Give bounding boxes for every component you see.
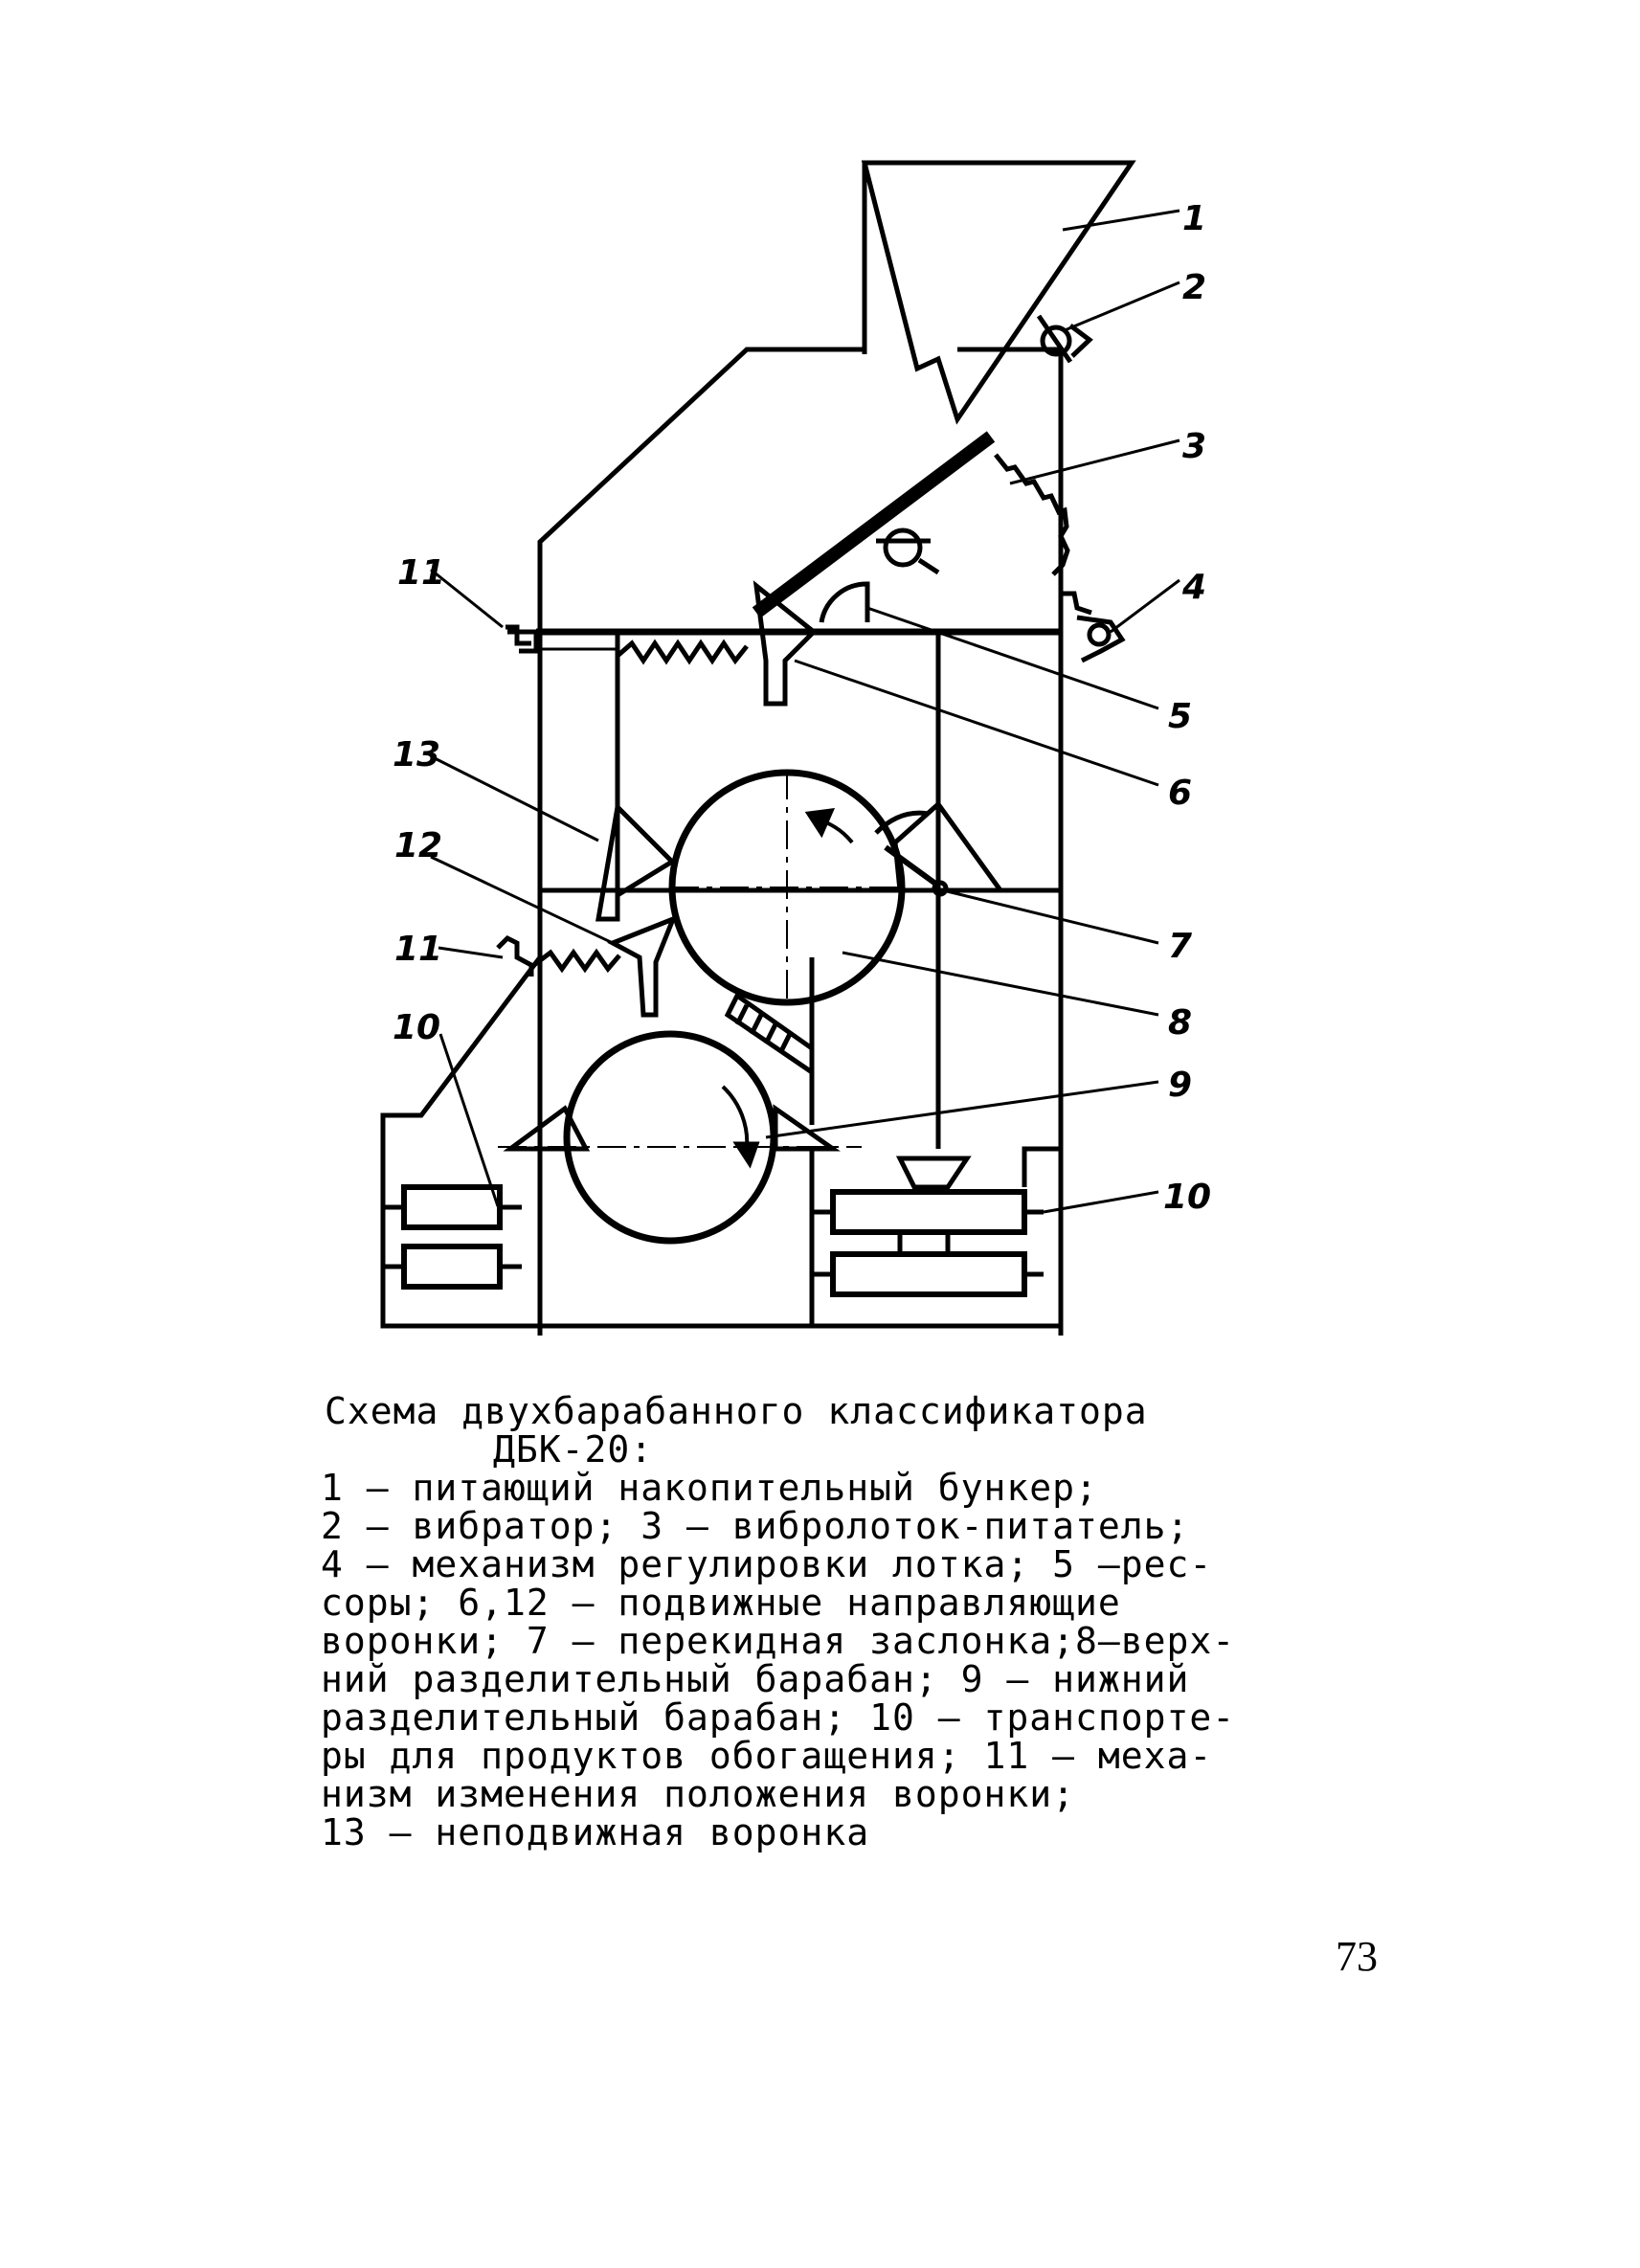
callout-10-left: 10 (393, 1008, 441, 1047)
chute-adjustment (1061, 594, 1122, 661)
caption-line: 4 – механизм регулировки лотка; 5 –рес- (321, 1543, 1213, 1585)
hopper (865, 163, 1132, 419)
callout-4: 4 (1182, 568, 1207, 607)
caption-line: 1 – питающий накопительный бункер; (321, 1467, 1098, 1509)
caption-line: ний разделительный барабан; 9 – нижний (321, 1658, 1190, 1700)
caption-line: низм изменения положения воронки; (321, 1773, 1075, 1815)
caption-title: Схема двухбарабанного классификатора (325, 1390, 1148, 1432)
conveyor-left (383, 1187, 522, 1287)
caption-line: 2 – вибратор; 3 – вибролоток-питатель; (321, 1505, 1190, 1547)
vibrating-feeder (756, 437, 1067, 613)
caption-line: ры для продуктов обогащения; 11 – меха- (321, 1735, 1213, 1777)
conveyor-right (812, 1192, 1044, 1294)
callout-11-top: 11 (397, 553, 446, 593)
callout-6: 6 (1168, 774, 1193, 813)
callout-3: 3 (1182, 427, 1207, 466)
callout-1: 1 (1182, 199, 1207, 238)
lower-housing (383, 957, 1061, 1326)
callout-10-right: 10 (1163, 1178, 1212, 1217)
upper-housing (540, 349, 1061, 632)
callout-12: 12 (394, 826, 443, 865)
movable-funnel-12 (498, 919, 673, 1015)
callout-8: 8 (1168, 1003, 1193, 1043)
callout-2: 2 (1182, 268, 1207, 307)
callout-9: 9 (1168, 1066, 1193, 1105)
callout-5: 5 (1168, 697, 1193, 736)
caption-line: 13 – неподвижная воронка (321, 1811, 870, 1853)
caption-line: воронки; 7 – перекидная заслонка;8–верх- (321, 1620, 1236, 1662)
figure-caption (321, 1390, 1278, 1853)
fixed-funnel-13 (598, 807, 672, 919)
callout-11-mid: 11 (394, 930, 443, 969)
page-number: 73 (1336, 1933, 1378, 1980)
caption-line: соры; 6,12 – подвижные направляющие (321, 1582, 1121, 1624)
caption-line: разделительный барабан; 10 – транспорте- (321, 1696, 1236, 1739)
callout-7: 7 (1168, 927, 1193, 966)
lower-drum (498, 1034, 862, 1241)
caption-subtitle: ДБК-20: (493, 1428, 654, 1471)
spring-housing (821, 584, 867, 622)
callout-13: 13 (393, 735, 441, 775)
